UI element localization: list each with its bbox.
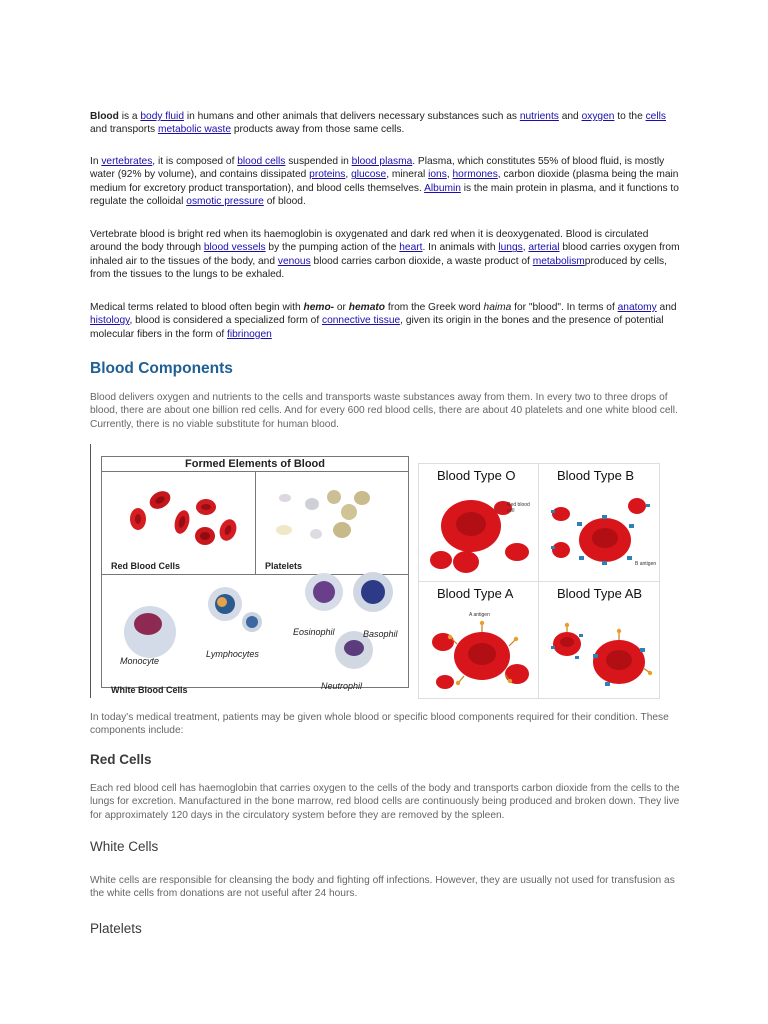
- link-hormones[interactable]: hormones: [452, 169, 498, 181]
- label-neutrophil: Neutrophil: [321, 681, 363, 691]
- link-nutrients[interactable]: nutrients: [519, 111, 559, 122]
- blood-type-ab-title: Blood Type AB: [557, 586, 643, 601]
- label-eosinophil: Eosinophil: [293, 627, 335, 637]
- term-hemo: hemo-: [303, 302, 335, 313]
- red-blood-cells-illustration: [130, 488, 239, 545]
- platelets-illustration: [276, 490, 370, 539]
- link-glucose[interactable]: glucose: [351, 169, 387, 181]
- blood-types-figure: [418, 463, 660, 699]
- link-fibrinogen[interactable]: fibrinogen: [227, 328, 272, 340]
- link-arterial[interactable]: arterial: [528, 242, 560, 254]
- link-histology[interactable]: histology: [90, 315, 130, 327]
- link-albumin[interactable]: Albumin: [424, 182, 461, 194]
- link-blood-cells[interactable]: blood cells: [237, 156, 286, 167]
- blood-type-b-title: Blood Type B: [557, 468, 635, 483]
- blood-type-ab-cells: [539, 582, 658, 698]
- label-lymphocytes: Lymphocytes: [206, 649, 259, 659]
- blood-type-a-cells: [419, 582, 538, 698]
- link-body-fluid[interactable]: body fluid: [140, 111, 184, 122]
- formed-elements-title: Formed Elements of Blood: [102, 457, 408, 472]
- link-connective-tissue[interactable]: connective tissue: [322, 315, 401, 327]
- formed-elements-figure: [90, 444, 409, 698]
- intro-paragraph-4: Medical terms related to blood often begin with hemo- or hemato from the Greek word haima for "blood". In terms of anatomy and histology, blood is considered a specialized form of connective tissue, given its origin in the bones and the presence of potential molecular fibers in the form of fibrinogen: [90, 302, 677, 340]
- blood-type-a-panel: [419, 582, 538, 698]
- blood-components-text: Blood delivers oxygen and nutrients to the cells and transports waste substances away from them. In every two to three drops of blood, there are about one billion red cells. And for every 600 red blood cells, there are about 40 platelets and one white blood cell. Currently, there is no viable substitute for human blood.: [90, 392, 678, 430]
- link-heart[interactable]: heart: [399, 242, 423, 254]
- blood-type-a-title: Blood Type A: [437, 586, 514, 601]
- red-cells-text: Each red blood cell has haemoglobin that carries oxygen to the cells of the body and transports carbon dioxide from the cells to the lungs for excretion. Manufactured in the bone marrow, red blood cells are continuously being produced and broken down. They live for approximately 120 days in the circulatory system before they are removed by the spleen.: [90, 783, 680, 821]
- intro-paragraph-1: Blood is a body fluid in humans and other animals that delivers necessary substances such as nutrients and oxygen to the cells and transports metabolic waste products away from those same cells.: [90, 111, 666, 136]
- b-antigen-callout: B antigen: [635, 561, 657, 567]
- link-oxygen[interactable]: oxygen: [581, 111, 615, 122]
- link-lungs[interactable]: lungs: [498, 242, 523, 254]
- term-haima: haima: [483, 302, 512, 313]
- blood-components-heading: Blood Components: [90, 360, 233, 377]
- white-cells-text: White cells are responsible for cleansing the body and fighting off infections. However, they are usually not used for transfusion as the white cells from donations are not useful after 24 hours.: [90, 875, 675, 900]
- link-venous[interactable]: venous: [277, 255, 311, 267]
- label-basophil: Basophil: [363, 629, 398, 639]
- term-blood: Blood: [90, 111, 119, 122]
- link-vertebrates[interactable]: vertebrates: [101, 156, 153, 167]
- term-hemato: hemato: [348, 302, 386, 313]
- label-monocyte: Monocyte: [120, 656, 160, 666]
- blood-type-b-panel: [539, 464, 658, 580]
- link-cells[interactable]: cells: [645, 111, 666, 122]
- label-platelets: Platelets: [265, 561, 303, 571]
- red-cells-heading: Red Cells: [90, 752, 152, 767]
- platelets-heading: Platelets: [90, 921, 142, 936]
- link-ions[interactable]: ions: [428, 169, 447, 181]
- label-white-blood-cells: White Blood Cells: [111, 685, 188, 695]
- blood-type-o-title: Blood Type O: [437, 468, 516, 483]
- link-proteins[interactable]: proteins: [309, 169, 346, 181]
- label-red-blood-cells: Red Blood Cells: [111, 561, 181, 571]
- red-blood-cell-callout: Red blood cell: [507, 502, 530, 514]
- link-osmotic-pressure[interactable]: osmotic pressure: [186, 196, 264, 208]
- blood-type-ab-panel: [539, 582, 658, 698]
- intro-paragraph-2: In vertebrates, it is composed of blood cells suspended in blood plasma. Plasma, which constitutes 55% of blood fluid, is mostly water (92% by volume), and contains dissipated proteins, glucose, mineral ions, hormones, carbon dioxide (plasma being the main medium for excretory product transportation), and blood cells themselves. Albumin is the main protein in plasma, and it functions to regulate the colloidal osmotic pressure of blood.: [90, 156, 679, 208]
- blood-type-o-cells: [419, 464, 538, 580]
- treatment-text: In today's medical treatment, patients may be given whole blood or specific blood components required for their condition. These components include:: [90, 712, 669, 737]
- blood-type-o-panel: [419, 464, 538, 580]
- a-antigen-callout: A antigen: [469, 612, 490, 618]
- link-anatomy[interactable]: anatomy: [617, 302, 657, 313]
- link-blood-plasma[interactable]: blood plasma: [351, 156, 413, 167]
- link-metabolism[interactable]: metabolism: [532, 255, 585, 267]
- intro-paragraph-3: Vertebrate blood is bright red when its haemoglobin is oxygenated and dark red when it is deoxygenated. Blood is circulated around the body through blood vessels by the pumping action of the heart. In animals with lungs, arterial blood carries oxygen from inhaled air to the tissues of the body, and venous blood carries carbon dioxide, a waste product of metabolismproduced by cells, from the tissues to the lungs to be exhaled.: [90, 229, 680, 281]
- link-blood-vessels[interactable]: blood vessels: [203, 242, 266, 254]
- link-metabolic-waste[interactable]: metabolic waste: [157, 124, 232, 136]
- white-cells-heading: White Cells: [90, 839, 159, 854]
